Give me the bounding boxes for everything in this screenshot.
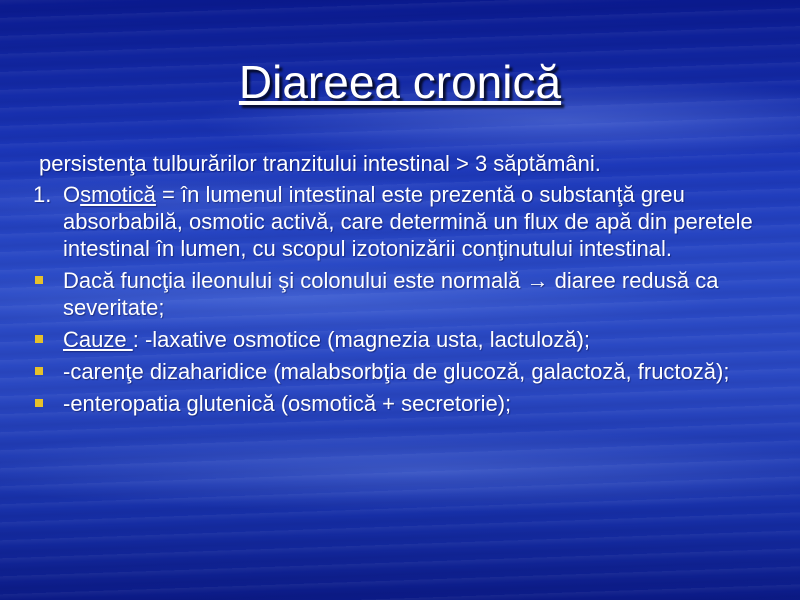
numbered-item-text: = în lumenul intestinal este prezentă o substanţă greu absorbabilă, osmotic activă, care determină un flux de apă din peretele intestinal în lumen, cu scopul izotonizării conţinutului intestinal.	[63, 182, 753, 261]
bullet-item	[33, 326, 778, 353]
bullet-text: -enteropatia glutenică (osmotică + secretorie);	[63, 391, 512, 416]
bullet-square-icon	[35, 367, 43, 375]
bullet-text: : -laxative osmotice (magnezia usta, lactuloză);	[132, 327, 591, 352]
bullet-square-icon	[35, 399, 43, 407]
term-underlined: smotică	[80, 182, 156, 207]
numbered-item	[33, 181, 778, 262]
intro-text: persistenţa tulburărilor tranzitului intestinal > 3 săptămâni.	[39, 151, 601, 176]
bullet-item	[33, 390, 778, 417]
bullet-square-icon	[35, 276, 43, 284]
bullet-text: Dacă funcţia ileonului şi colonului este normală → diaree redusă ca severitate;	[63, 268, 719, 320]
bullet-square-icon	[35, 335, 43, 343]
slide-title: Diareea cronică	[238, 56, 562, 108]
bullet-item	[33, 358, 778, 385]
bullet-label: Cauze	[63, 327, 133, 352]
slide-body	[33, 150, 778, 422]
bullet-text: -carenţe dizaharidice (malabsorbţia de glucoză, galactoză, fructoză);	[63, 359, 730, 384]
term-prefix: O	[63, 182, 81, 207]
item-number: 1.	[33, 182, 52, 207]
bullet-item	[33, 267, 778, 321]
